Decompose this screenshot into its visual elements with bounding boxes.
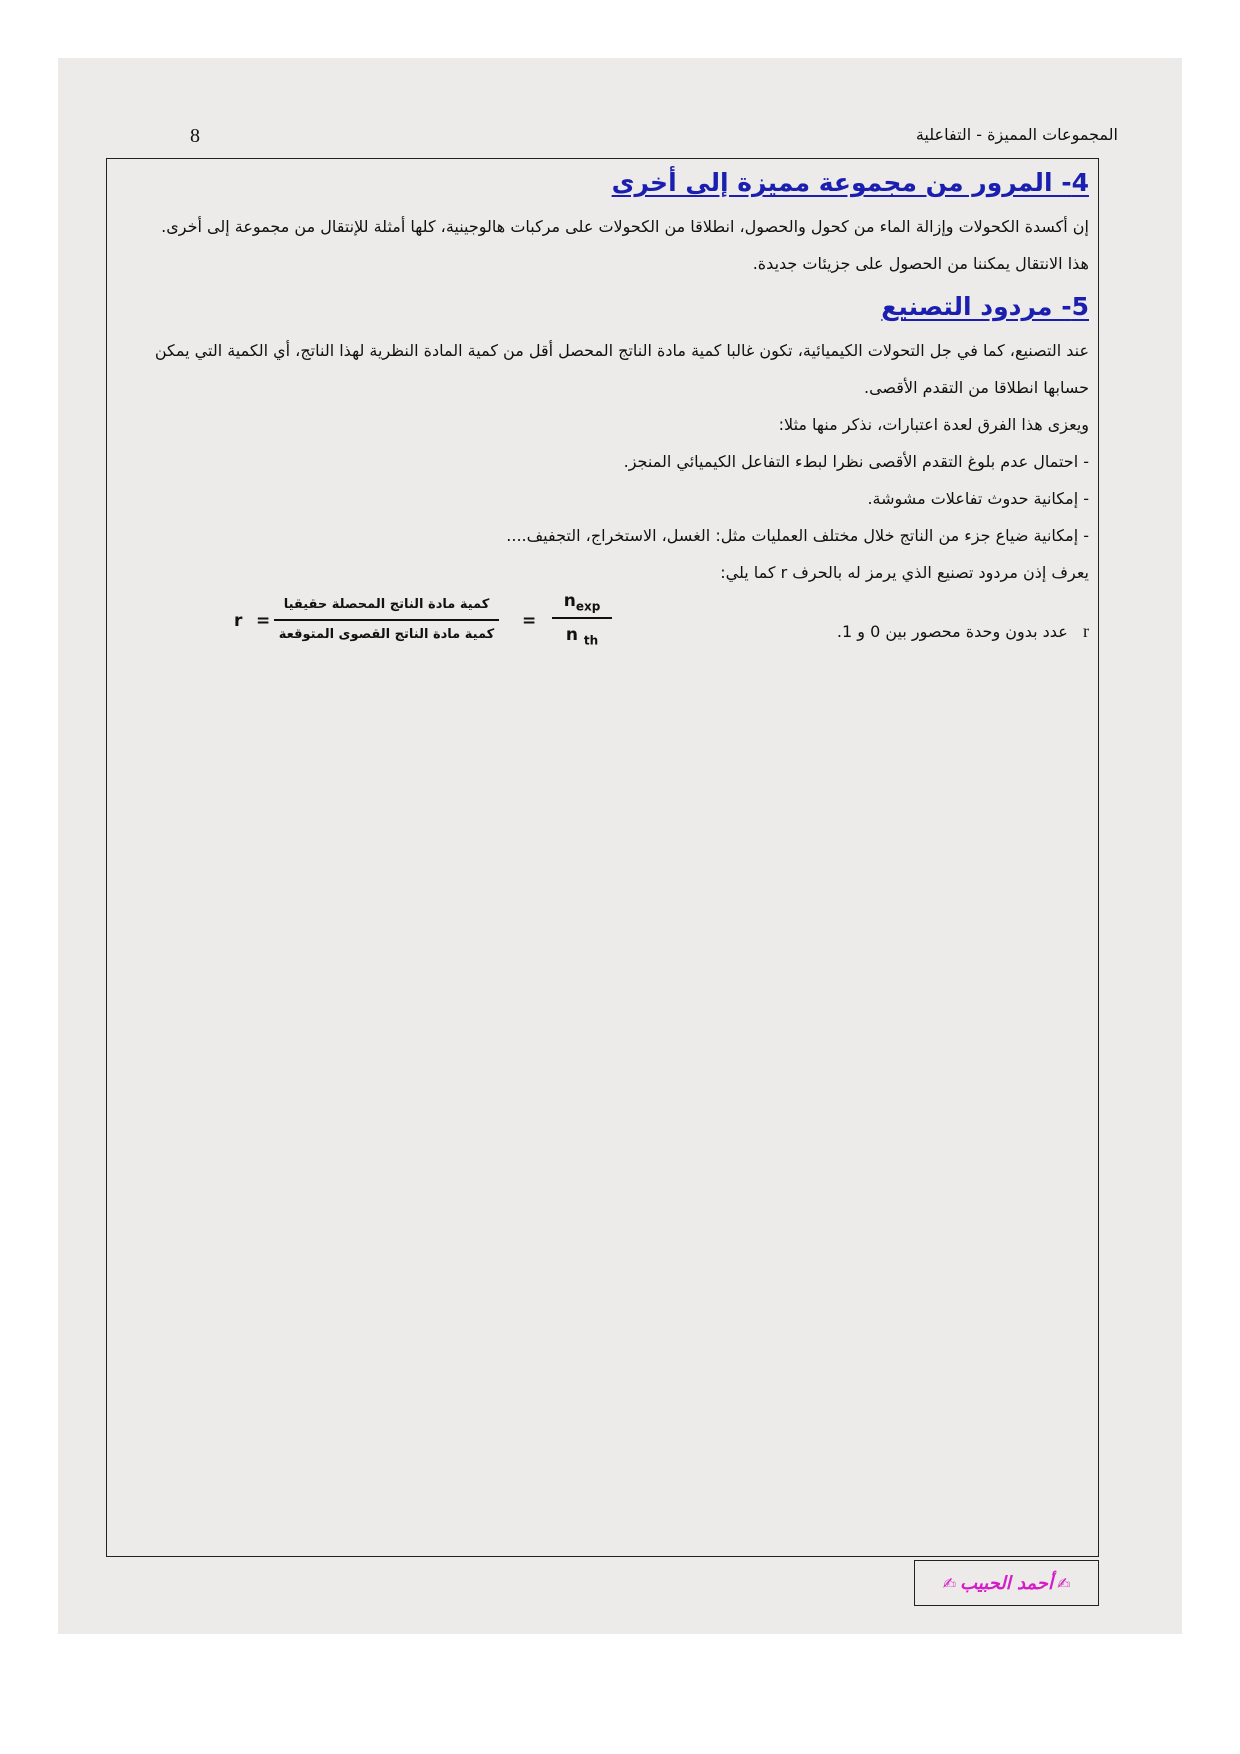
list-item: - احتمال عدم بلوغ التقدم الأقصى نظرا لبطء التفاعل الكيميائي المنجز.: [623, 452, 1089, 471]
formula-symbol-denominator: n $_{th}$: [565, 625, 599, 648]
section-5-title: 5- مردود التصنيع: [881, 292, 1089, 321]
running-title: المجموعات المميزة - التفاعلية: [915, 125, 1118, 144]
yield-formula: [234, 591, 614, 663]
section-5-paragraph-3: يعرف إذن مردود تصنيع الذي يرمز له بالحرف r كما يلي:: [720, 563, 1089, 582]
section-4-paragraph-2: هذا الانتقال يمكننا من الحصول على جزيئات جديدة.: [752, 254, 1089, 273]
formula-word-numerator: كمية مادة الناتج المحصلة حقيقيا: [283, 597, 490, 612]
r-description: [837, 621, 1089, 642]
formula-equals-sign: =: [256, 611, 271, 631]
signature-box: [914, 1560, 1099, 1606]
formula-word-fraction: [274, 591, 499, 649]
author-signature: أحمد الحبيب: [960, 1572, 1053, 1594]
writing-hand-icon: ✍: [942, 1573, 957, 1593]
formula-symbol-numerator: $n_{exp}$: [563, 591, 601, 614]
section-4-title: 4- المرور من مجموعة مميزة إلى أخرى: [611, 168, 1089, 197]
formula-word-denominator: كمية مادة الناتج القصوى المتوقعة: [278, 627, 495, 642]
formula-symbol-fraction: [552, 585, 612, 651]
formula-equals-sign: =: [522, 611, 537, 631]
section-5-paragraph-1: عند التصنيع، كما في جل التحولات الكيميائية، تكون غالبا كمية مادة الناتج المحصل أقل من كمية المادة النظرية لهذا الناتج، أي الكمية التي يمكن حسابها انطلاقا من التقدم الأقصى.: [154, 341, 1089, 397]
section-5-paragraph-2: ويعزى هذا الفرق لعدة اعتبارات، نذكر منها مثلا:: [778, 415, 1089, 434]
section-4-paragraph-1: إن أكسدة الكحولات وإزالة الماء من كحول والحصول، انطلاقا من الكحولات على مركبات هالوجينية، كلها أمثلة للإنتقال من مجموعة إلى أخرى.: [161, 217, 1089, 236]
page-number: 8: [190, 125, 200, 147]
document-body: [124, 158, 1089, 663]
writing-hand-icon: ✍: [1056, 1573, 1071, 1593]
formula-row: [124, 591, 1089, 663]
list-item: - إمكانية ضياع جزء من الناتج خلال مختلف العمليات مثل: الغسل، الاستخراج، التجفيف....: [506, 526, 1089, 545]
r-symbol: r: [1083, 621, 1089, 641]
formula-symbol: r: [234, 611, 243, 631]
list-item: - إمكانية حدوث تفاعلات مشوشة.: [867, 489, 1089, 508]
r-description-text: عدد بدون وحدة محصور بين 0 و 1.: [836, 622, 1068, 641]
